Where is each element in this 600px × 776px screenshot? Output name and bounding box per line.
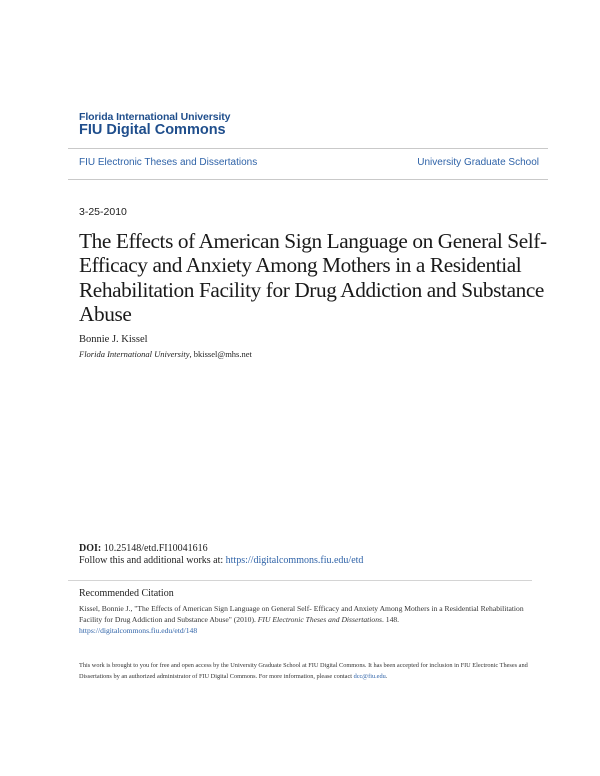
school-link[interactable]: University Graduate School xyxy=(417,157,539,168)
recommended-citation-text xyxy=(79,603,539,636)
access-note-text: This work is brought to you for free and open access by the University Graduate School at FIU Digital Commons. It has been accepted for inclusion in FIU Electronic Theses and Dissertations by an authorized administrator of FIU Digital Commons. For more information, please contact xyxy=(79,662,528,680)
publication-date: 3-25-2010 xyxy=(79,206,127,218)
citation-main: Kissel, Bonnie J., "The Effects of American Sign Language on General Self- Efficacy and Anxiety Among Mothers in a Residential Rehabilitation Facility for Drug Addiction and Substance Abuse" (2010). xyxy=(79,604,524,624)
institution-name: Florida International University xyxy=(79,111,231,123)
author-email: , bkissel@mhs.net xyxy=(189,349,252,359)
follow-link[interactable]: https://digitalcommons.fiu.edu/etd xyxy=(225,555,364,566)
contact-email-link[interactable]: dcc@fiu.edu xyxy=(353,673,386,680)
author-affiliation xyxy=(79,349,252,359)
citation-link[interactable]: https://digitalcommons.fiu.edu/etd/148 xyxy=(79,626,198,635)
author-name: Bonnie J. Kissel xyxy=(79,334,148,345)
citation-number: . 148. xyxy=(381,615,400,624)
access-note-end: . xyxy=(385,673,388,680)
header-divider-bottom xyxy=(68,179,548,180)
header-divider-top xyxy=(68,148,548,149)
citation-divider xyxy=(68,580,532,581)
document-title: The Effects of American Sign Language on General Self- Efficacy and Anxiety Among Mothers in a Residential Rehabilitation Facility for Drug Addiction and Substance Abuse xyxy=(79,229,547,326)
access-note xyxy=(79,660,539,682)
follow-line xyxy=(79,555,363,566)
follow-text: Follow this and additional works at: xyxy=(79,555,226,566)
doi-value: 10.25148/etd.FI10041616 xyxy=(101,543,208,554)
recommended-citation-heading: Recommended Citation xyxy=(79,588,174,599)
citation-series: FIU Electronic Theses and Dissertations xyxy=(257,615,382,624)
doi-label: DOI: xyxy=(79,543,102,554)
repository-name[interactable]: FIU Digital Commons xyxy=(79,122,226,138)
affiliation-institution: Florida International University xyxy=(79,349,190,359)
doi-line xyxy=(79,543,208,554)
collection-link[interactable]: FIU Electronic Theses and Dissertations xyxy=(79,157,258,168)
